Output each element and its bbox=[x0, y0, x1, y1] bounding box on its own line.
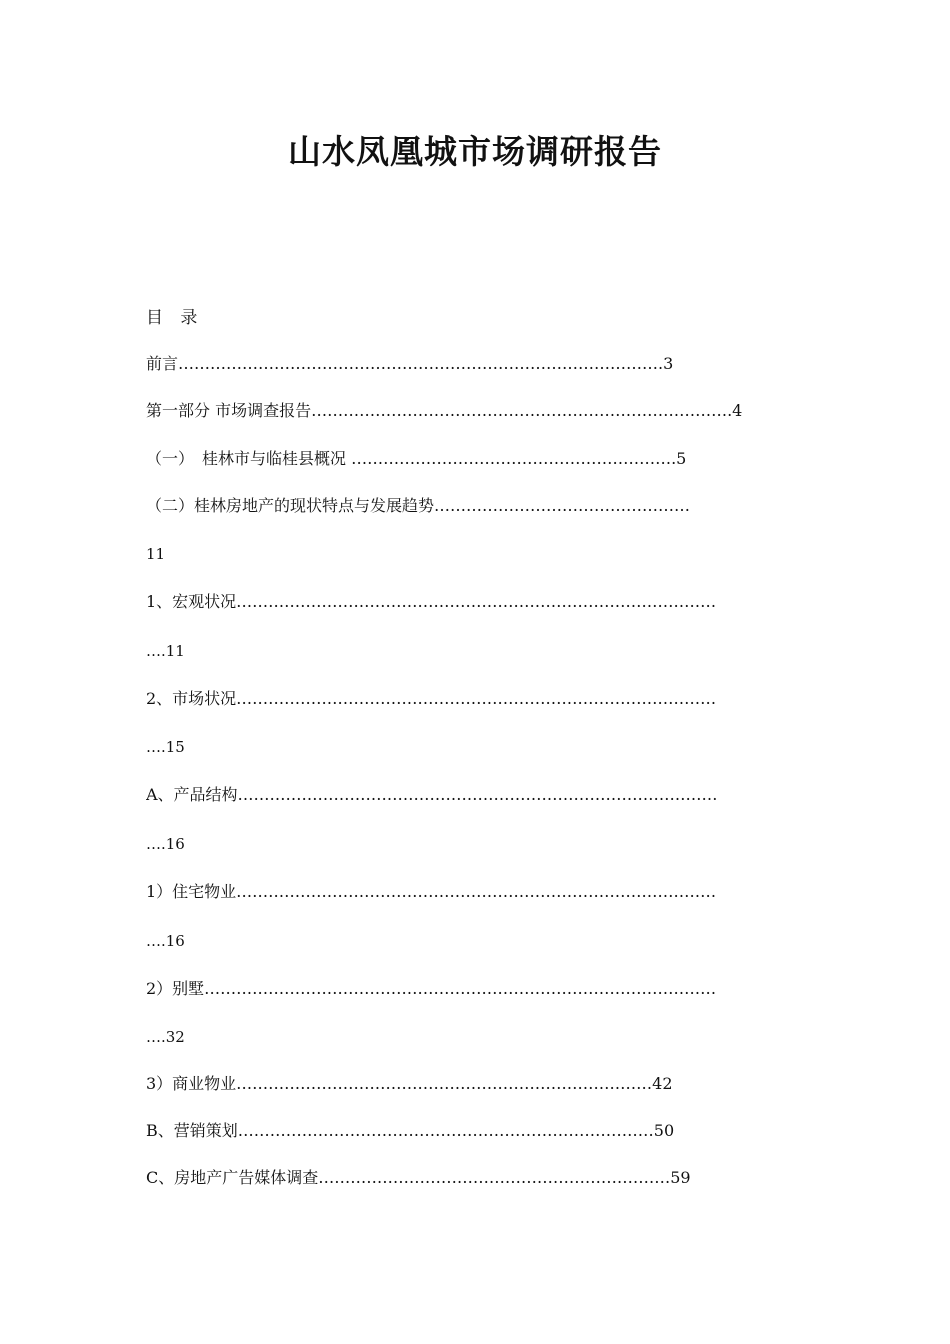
toc-page-number: 11 bbox=[146, 545, 166, 563]
toc-heading: 目 录 bbox=[146, 308, 204, 328]
document-title: 山水凤凰城市场调研报告 bbox=[288, 132, 662, 171]
toc-entry-guilin-overview: （一） 桂林市与临桂县概况 …………………………………………………….5 bbox=[146, 449, 687, 468]
toc-entry-part-one: 第一部分 市场调查报告…………………………………………………………………….4 bbox=[146, 401, 743, 420]
toc-entry-macro-status: 1、宏观状况……………………………………………………………………………… bbox=[146, 592, 717, 611]
toc-entry-preface: 前言……………………………………………………………………………….3 bbox=[146, 354, 674, 373]
toc-entry-residential: 1）住宅物业……………………………………………………………………………… bbox=[146, 882, 717, 901]
toc-entry-marketing: B、营销策划……………………………………………………………………50 bbox=[146, 1121, 675, 1140]
toc-entry-product-structure: A、产品结构……………………………………………………………………………… bbox=[146, 785, 718, 804]
toc-entry-real-estate-status: （二）桂林房地产的现状特点与发展趋势………………………………………… bbox=[146, 496, 691, 515]
toc-page-number: ….16 bbox=[146, 835, 185, 853]
toc-page-number: ….32 bbox=[146, 1028, 185, 1046]
toc-page-number: ….16 bbox=[146, 932, 185, 950]
toc-entry-villa: 2）别墅…………………………………………………………………………………… bbox=[146, 979, 717, 998]
toc-entry-commercial: 3）商业物业……………………………………………………………………42 bbox=[146, 1074, 673, 1093]
toc-page-number: ….11 bbox=[146, 642, 185, 660]
toc-page-number: ….15 bbox=[146, 738, 185, 756]
toc-entry-advertising: C、房地产广告媒体调查…………………………………………………………59 bbox=[146, 1168, 691, 1187]
toc-entry-market-status: 2、市场状况……………………………………………………………………………… bbox=[146, 689, 717, 708]
